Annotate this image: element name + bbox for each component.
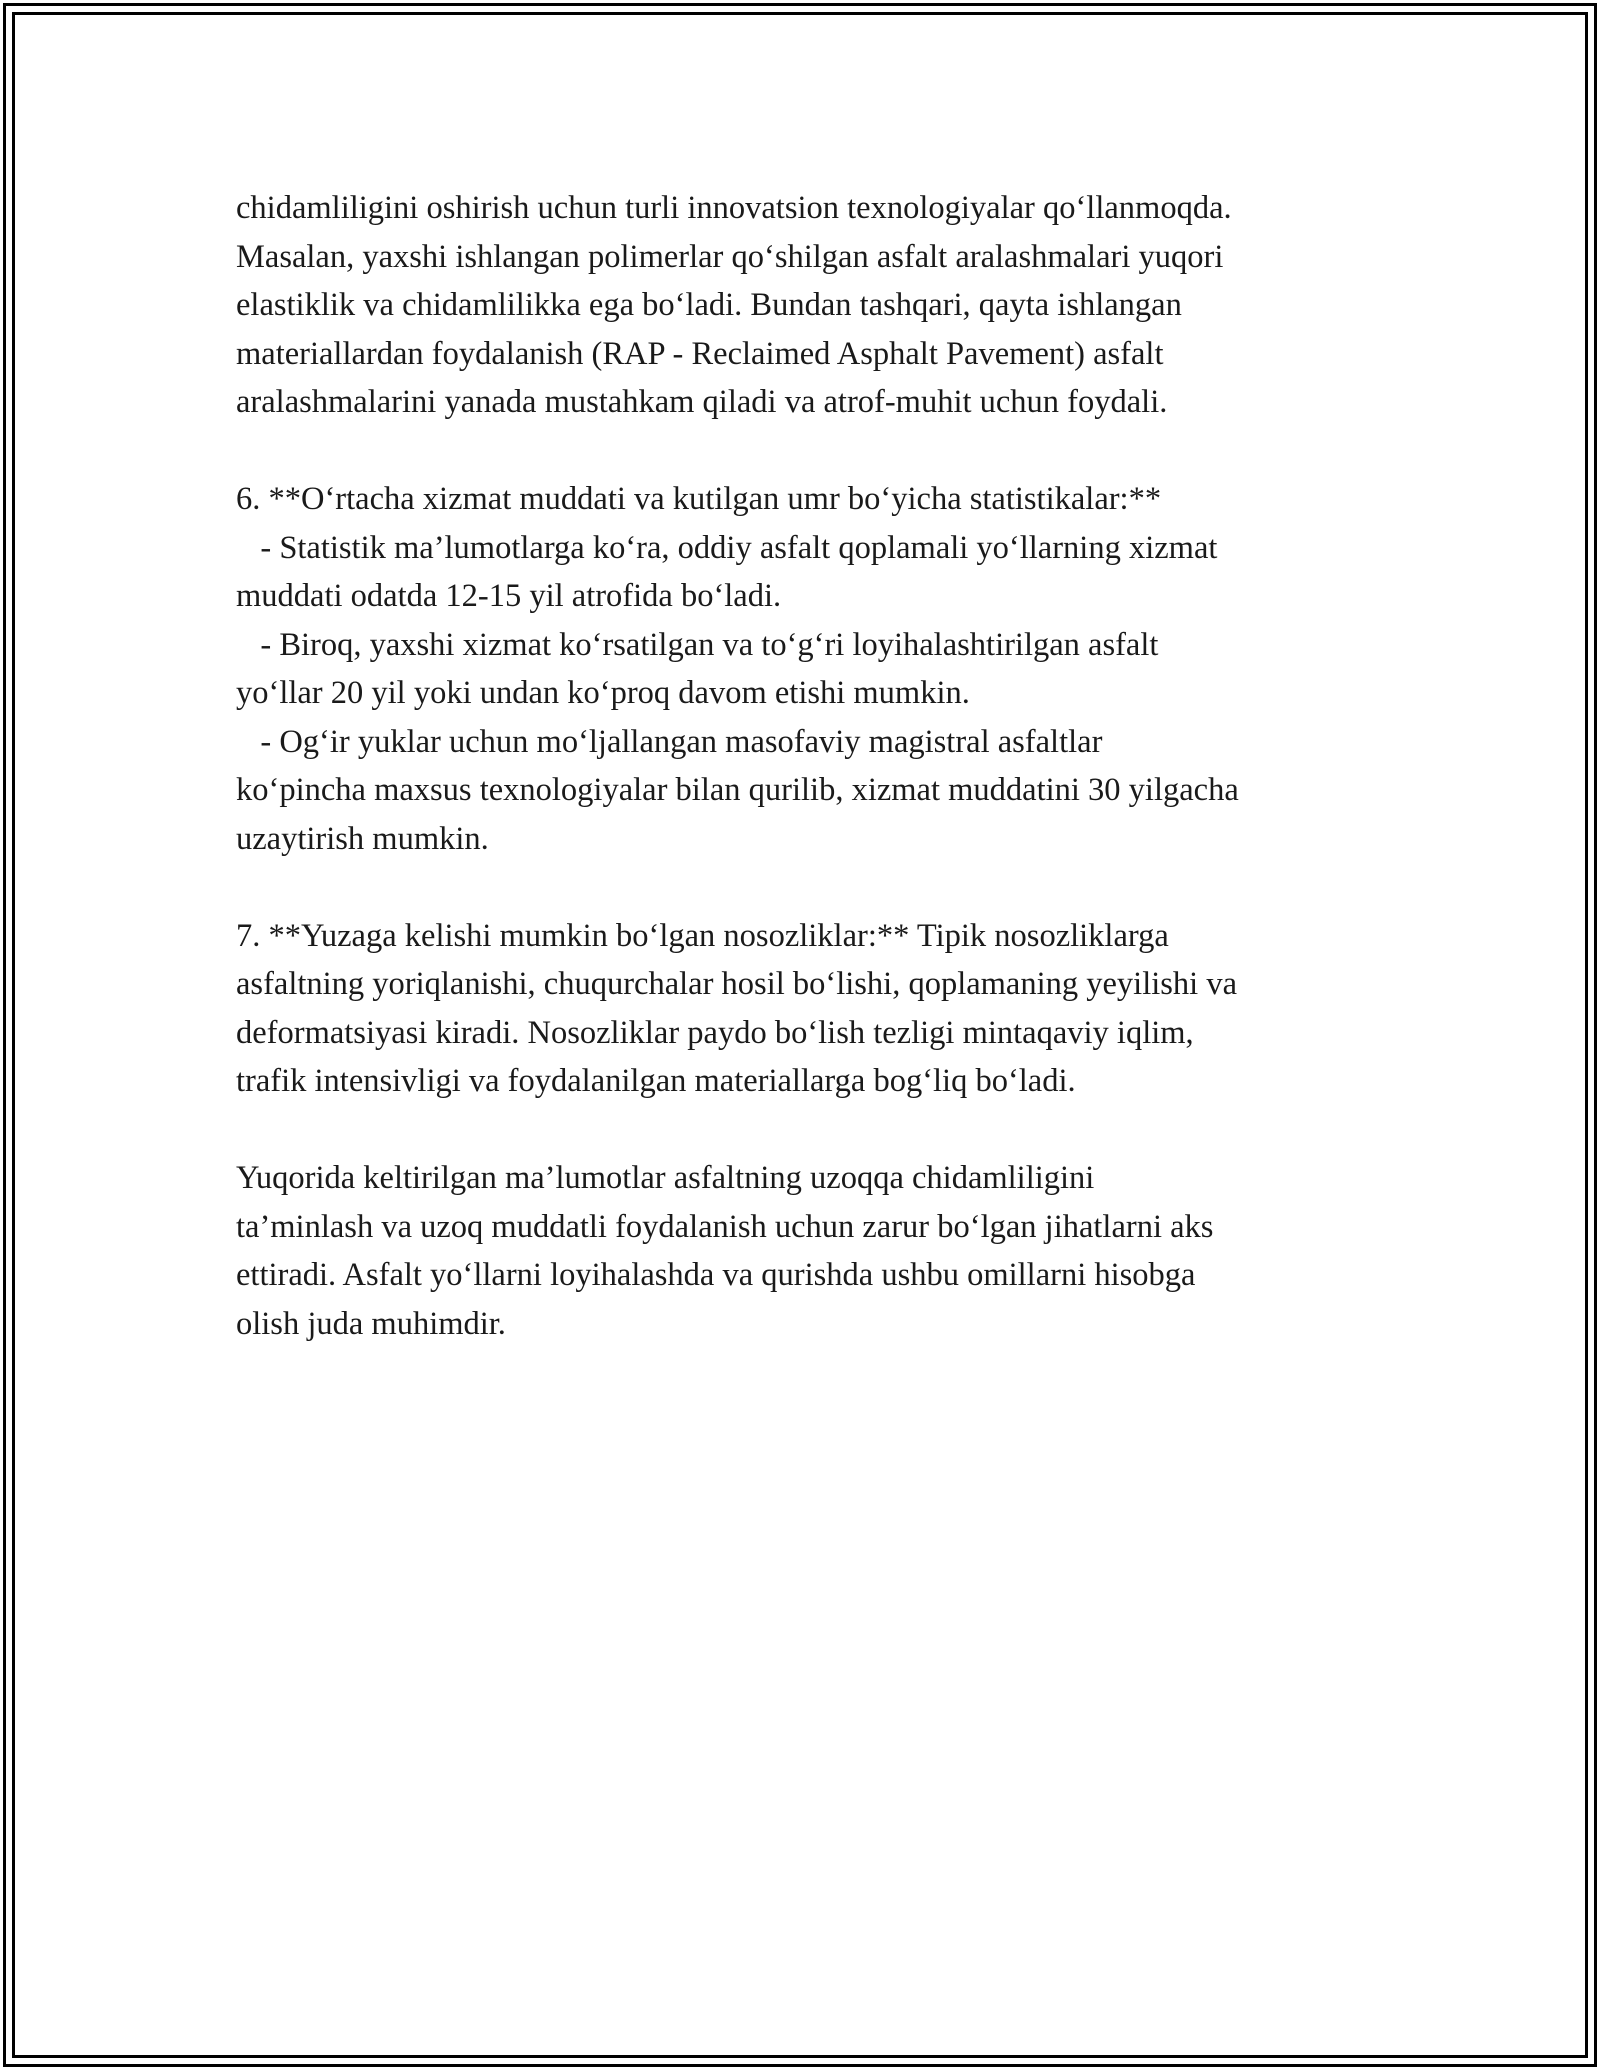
text-line: materiallardan foydalanish (RAP - Reclaimed Asphalt Pavement) asfalt: [236, 335, 1164, 372]
text-line: deformatsiyasi kiradi. Nosozliklar paydo bo‘lish tezligi mintaqaviy iqlim,: [236, 1014, 1194, 1051]
paragraph-spacer: [236, 427, 1406, 476]
section-7-defects: [236, 912, 1406, 1106]
text-line: olish juda muhimdir.: [236, 1305, 506, 1342]
paragraph-spacer: [236, 1106, 1406, 1155]
text-line: ko‘pincha maxsus texnologiyalar bilan qurilib, xizmat muddatini 30 yilgacha: [236, 772, 1239, 808]
paragraph-conclusion: [236, 1154, 1406, 1348]
text-line: ta’minlash va uzoq muddatli foydalanish uchun zarur bo‘lgan jihatlarni aks: [236, 1208, 1214, 1245]
text-line: yo‘llar 20 yil yoki undan ko‘proq davom etishi mumkin.: [236, 675, 970, 711]
section-heading-line: 6. **O‘rtacha xizmat muddati va kutilgan umr bo‘yicha statistikalar:**: [236, 481, 1162, 517]
text-line: - Statistik ma’lumotlarga ko‘ra, oddiy asfalt qoplamali yo‘llarning xizmat: [236, 529, 1218, 566]
text-line: - Biroq, yaxshi xizmat ko‘rsatilgan va to‘g‘ri loyihalashtirilgan asfalt: [236, 626, 1159, 663]
section-6-service-life: [236, 475, 1406, 863]
paragraph-innovations: [236, 184, 1406, 427]
text-line: Yuqorida keltirilgan ma’lumotlar asfaltning uzoqqa chidamliligini: [236, 1160, 1095, 1196]
text-line: Masalan, yaxshi ishlangan polimerlar qo‘shilgan asfalt aralashmalari yuqori: [236, 238, 1224, 275]
paragraph-spacer: [236, 863, 1406, 912]
text-line: ettiradi. Asfalt yo‘llarni loyihalashda va qurishda ushbu omillarni hisobga: [236, 1257, 1196, 1293]
text-line: aralashmalarini yanada mustahkam qiladi va atrof-muhit uchun foydali.: [236, 384, 1168, 420]
text-line: elastiklik va chidamlilikka ega bo‘ladi. Bundan tashqari, qayta ishlangan: [236, 287, 1182, 323]
text-line: - Og‘ir yuklar uchun mo‘ljallangan masofaviy magistral asfaltlar: [236, 723, 1103, 760]
document-body: [236, 184, 1406, 1348]
text-line: asfaltning yoriqlanishi, chuqurchalar hosil bo‘lishi, qoplamaning yeyilishi va: [236, 966, 1237, 1002]
text-line: chidamliligini oshirish uchun turli innovatsion texnologiyalar qo‘llanmoqda.: [236, 190, 1232, 226]
text-line: muddati odatda 12-15 yil atrofida bo‘ladi.: [236, 578, 782, 614]
section-heading-line: 7. **Yuzaga kelishi mumkin bo‘lgan nosozliklar:** Tipik nosozliklarga: [236, 917, 1169, 954]
text-line: uzaytirish mumkin.: [236, 820, 489, 857]
text-line: trafik intensivligi va foydalanilgan materiallarga bog‘liq bo‘ladi.: [236, 1063, 1076, 1099]
